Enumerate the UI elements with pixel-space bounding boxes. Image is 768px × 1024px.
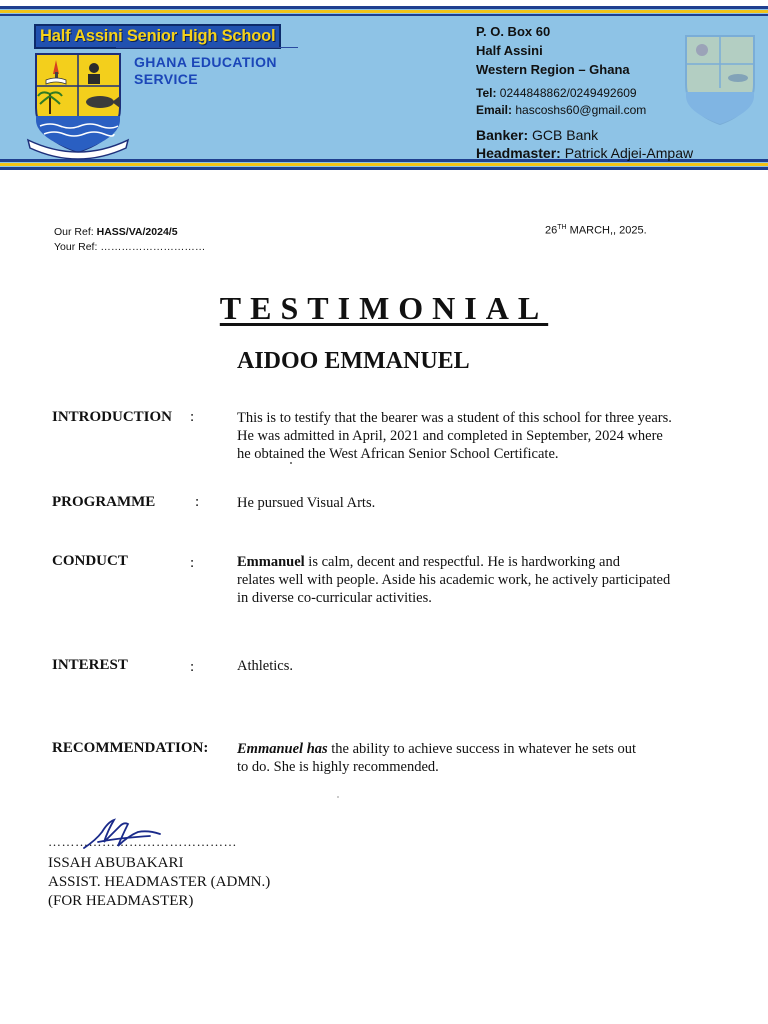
watermark-crest-icon (680, 28, 760, 128)
education-service-label (134, 54, 324, 88)
headmaster: Headmaster: Patrick Adjei-Ampaw (476, 145, 694, 161)
header-stripe (0, 6, 768, 9)
signatory-title: ASSIST. HEADMASTER (ADMN.) (48, 874, 271, 890)
colon: : (190, 659, 195, 675)
conduct-text: Emmanuel is calm, decent and respectful. He is hardworking and relates well with people. Aside his academic work, he actively participated in diverse co-curricular activities. (237, 554, 671, 606)
banker: Banker: GCB Bank (476, 127, 599, 143)
school-crest-icon (26, 50, 130, 162)
service-line: GHANA EDUCATION (134, 54, 277, 70)
document-title: TESTIMONIAL (219, 290, 549, 326)
signature-line: …………………………………… (48, 834, 237, 849)
service-line: SERVICE (134, 71, 199, 87)
colon: : (190, 409, 195, 425)
region: Western Region – Ghana (476, 62, 630, 77)
header-stripe (0, 10, 768, 13)
colon: : (190, 555, 195, 571)
divider (116, 47, 298, 48)
signatory-name: ISSAH ABUBAKARI (48, 855, 184, 871)
email: Email: hascoshs60@gmail.com (476, 103, 647, 117)
signatory-block (48, 854, 270, 911)
recommendation-text: Emmanuel has the ability to achieve success in whatever he sets out to do. She is highly recommended. (237, 741, 637, 775)
header-stripe (0, 167, 768, 170)
school-name-banner: Half Assini Senior High School (34, 24, 281, 49)
recommendation-label: RECOMMENDATION: (52, 740, 209, 756)
signature-icon (78, 812, 166, 856)
signatory-for: (FOR HEADMASTER) (48, 893, 194, 909)
interest-label: INTEREST (52, 657, 128, 673)
introduction-label: INTRODUCTION (52, 409, 173, 425)
header-stripe (0, 14, 768, 16)
programme-text: He pursued Visual Arts. (237, 495, 376, 511)
header-stripe (0, 163, 768, 166)
telephone: Tel: 0244848862/0249492609 (476, 86, 637, 100)
introduction-text: This is to testify that the bearer was a student of this school for three years. He was admitted in April, 2021 and completed in September, 2024 where he obtained the West African Senior School Certificate. (237, 410, 672, 462)
letter-date: 26TH MARCH,, 2025. (545, 224, 647, 237)
conduct-label: CONDUCT (52, 553, 128, 569)
programme-label: PROGRAMME (52, 494, 156, 510)
colon: : (195, 494, 200, 510)
your-reference: Your Ref: ………………………… (54, 241, 206, 253)
student-name: AIDOO EMMANUEL (237, 348, 470, 374)
town: Half Assini (476, 43, 543, 58)
our-reference: Our Ref: HASS/VA/2024/5 (54, 226, 178, 238)
po-box: P. O. Box 60 (476, 24, 551, 39)
interest-text: Athletics. (237, 658, 293, 674)
